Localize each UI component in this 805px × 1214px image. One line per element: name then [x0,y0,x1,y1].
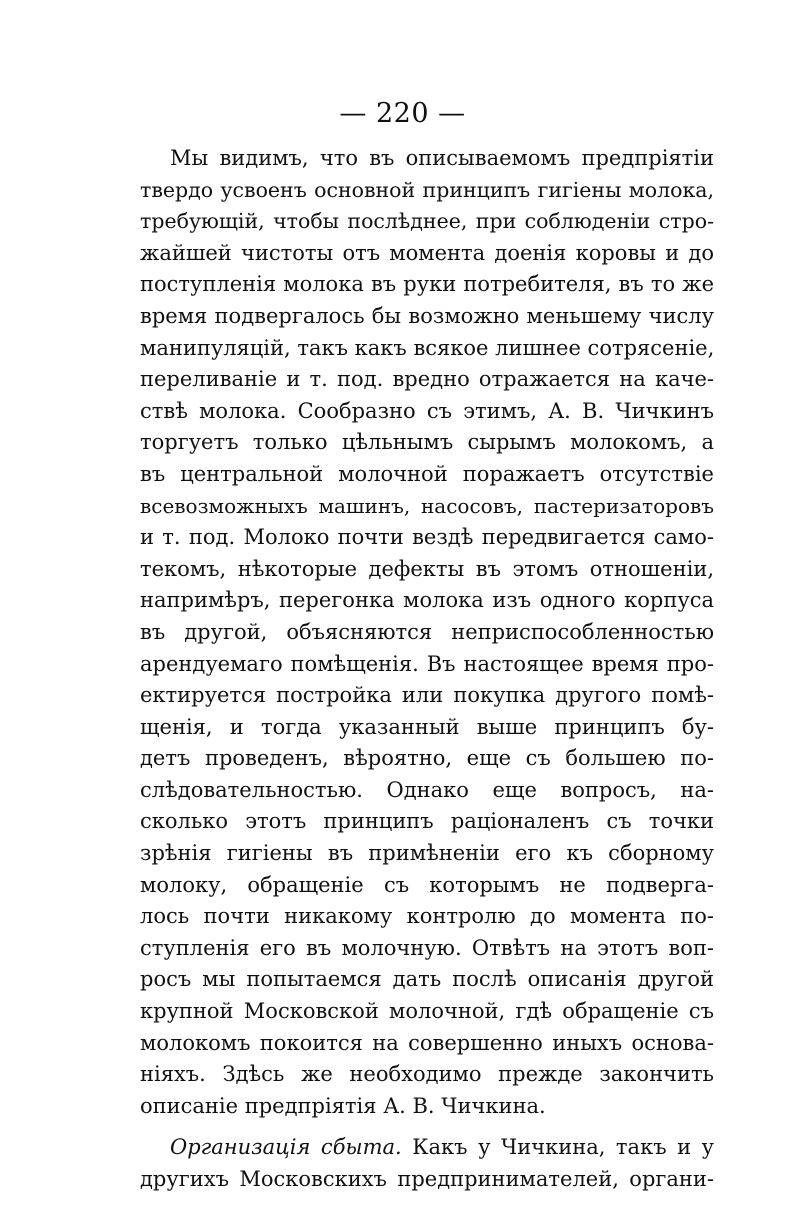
text-line: зрѣнія гигіены въ примѣненіи его къ сборному [140,841,714,866]
text-line: текомъ, нѣкоторые дефекты въ этомъ отношеніи, [140,556,714,581]
text-line: сколько этотъ принципъ раціоналенъ съ точки [140,809,714,834]
text-line: твердо усвоенъ основной принципъ гигіены молока, [140,177,714,202]
text-line: напримѣръ, перегонка молока изъ одного корпуса [140,588,714,613]
text-line: молокомъ покоится на совершенно иныхъ основа- [140,1030,714,1055]
text-line: поступленія молока въ руки потребителя, въ то же [140,272,714,297]
text-line: и т. под. Молоко почти вездѣ передвигается само- [140,525,714,550]
text-line: Мы видимъ, что въ описываемомъ предпріятіи [170,146,714,170]
text-line: ніяхъ. Здѣсь же необходимо прежде закончить [140,1062,714,1087]
page-number: — 220 — [339,98,466,129]
section-rubric: Организація сбыта. [170,1135,402,1160]
text-line: торгуетъ только цѣльнымъ сырымъ молокомъ, а [140,430,714,455]
text-line: арендуемаго помѣщенія. Въ настоящее время про- [140,651,714,676]
text-line: слѣдовательностью. Однако еще вопросъ, на- [140,777,714,802]
text-line: лось почти никакому контролю до моментa по- [140,904,714,929]
text-body [140,143,714,1196]
paragraph-2 [140,1132,714,1195]
text-line: манипуляцій, такъ какъ всякое лишнее сотрясеніе, [140,335,715,360]
text-line: щенія, и тогда указанный выше принципъ бу- [140,714,714,739]
text-line: ствѣ молока. Сообразно съ этимъ, А. В. Чичкинъ [140,398,714,423]
text-line: въ другой, объясняются неприспособленностью [140,619,714,644]
text-line: переливаніе и т. под. вредно отражается на каче- [140,367,714,392]
text-line: въ центральной молочной поражаетъ отсутствіе [140,461,714,486]
text-line: другихъ Московскихъ предпринимателей, органи- [140,1167,714,1191]
text-line: время подвергалось бы возможно меньшему числу [140,303,714,328]
text-line: всевозможныхъ машинъ, насосовъ, пастеризаторовъ [140,493,714,518]
text-line: молоку, обращеніе съ которымъ не подверга- [140,872,714,897]
text-line: крупной Московской молочной, гдѣ обращеніе съ [140,999,714,1024]
text-line: описаніе предпріятія А. В. Чичкина. [140,1093,546,1118]
text-line: росъ мы попытаемся дать послѣ описанія другой [140,967,714,992]
text-line: ектируется постройка или покупка другого помѣ- [140,683,714,708]
text-line [140,1132,714,1164]
paragraph-1 [140,143,714,1122]
text-line: ступленія его въ молочную. Отвѣтъ на этотъ воп- [140,935,714,960]
text-line: требующій, чтобы послѣднее, при соблюденіи стро- [140,209,714,234]
text-line: детъ проведенъ, вѣроятно, еще съ большею по- [140,746,714,771]
text-line: жайшей чистоты отъ момента доенія коровы и до [140,240,714,265]
text-span: Какъ у Чичкина, такъ и у [401,1135,714,1160]
